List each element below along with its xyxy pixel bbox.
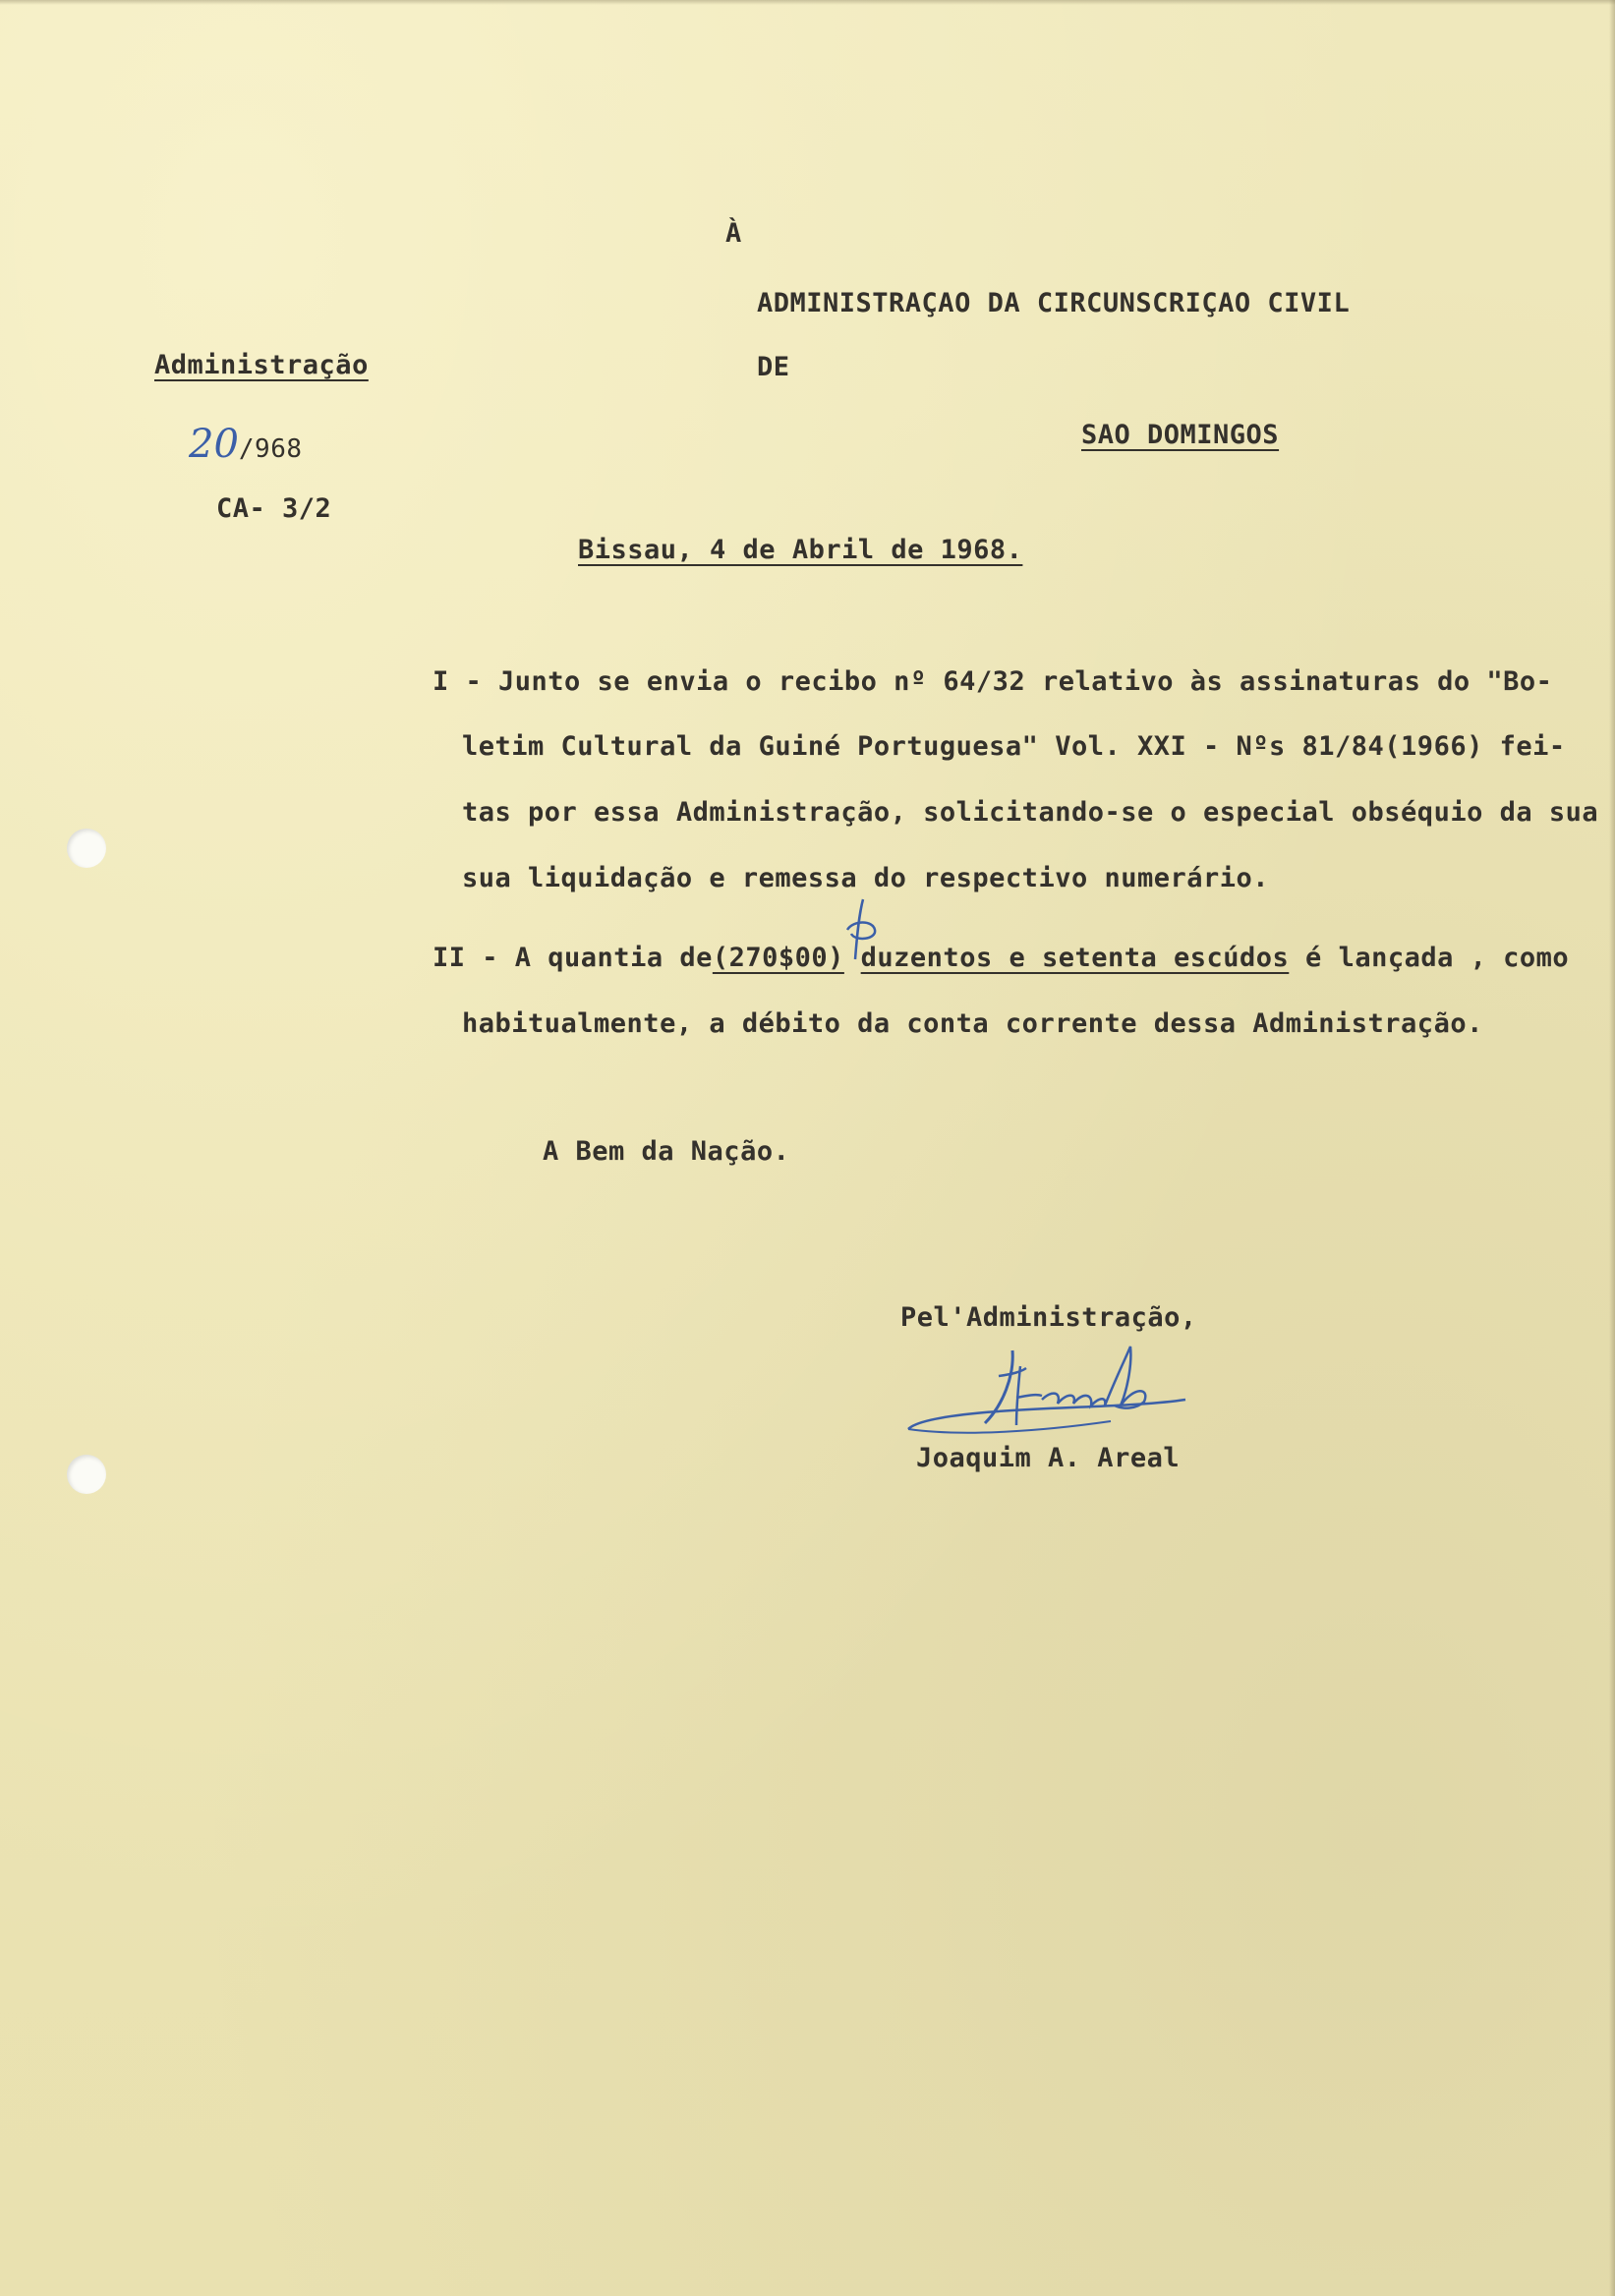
punch-hole-top <box>67 829 106 868</box>
date-line: Bissau, 4 de Abril de 1968. <box>578 535 1023 565</box>
paragraph-1-line-1: I - Junto se envia o recibo nº 64/32 relativo às assinaturas do "Bo- <box>433 666 1553 697</box>
handwritten-signature <box>904 1337 1189 1445</box>
handwritten-correction-mark <box>834 894 893 963</box>
paragraph-2-amount-words: duzentos e setenta escúdos <box>860 943 1290 973</box>
reference-number-handwritten: 20 <box>189 422 239 467</box>
paragraph-2-line-2: habitualmente, a débito da conta corrente dessa Administração. <box>462 1008 1483 1039</box>
reference-code: CA- 3/2 <box>216 493 332 524</box>
paragraph-1-line-3: tas por essa Administração, solicitando-se o especial obséquio da sua <box>462 797 1599 828</box>
closing: A Bem da Nação. <box>543 1136 790 1167</box>
recipient-line-1: ADMINISTRAÇAO DA CIRCUNSCRIÇAO CIVIL <box>757 288 1351 318</box>
punch-hole-bottom <box>67 1455 106 1494</box>
paragraph-2-line-1 <box>433 945 1569 971</box>
signature-on-behalf: Pel'Administração, <box>900 1302 1197 1333</box>
recipient-line-3: SAO DOMINGOS <box>1081 420 1280 450</box>
signature-name: Joaquim A. Areal <box>916 1443 1181 1473</box>
paragraph-2-amount: (270$00) <box>712 943 844 973</box>
paragraph-2-line-1-suffix: é lançada , como <box>1289 943 1570 973</box>
paragraph-2-prefix: II - A quantia de <box>433 943 713 973</box>
right-edge-shadow <box>1609 0 1615 2296</box>
reference-department: Administração <box>154 350 369 380</box>
paragraph-1-line-2: letim Cultural da Guiné Portuguesa" Vol. XXI - Nºs 81/84(1966) fei- <box>462 731 1566 762</box>
recipient-line-2: DE <box>757 352 790 382</box>
recipient-prefix: À <box>725 218 742 249</box>
paragraph-1-line-4: sua liquidação e remessa do respectivo numerário. <box>462 863 1270 893</box>
top-edge-shadow <box>0 0 1615 5</box>
reference-number-year: /968 <box>238 434 303 464</box>
reference-number <box>189 422 303 467</box>
